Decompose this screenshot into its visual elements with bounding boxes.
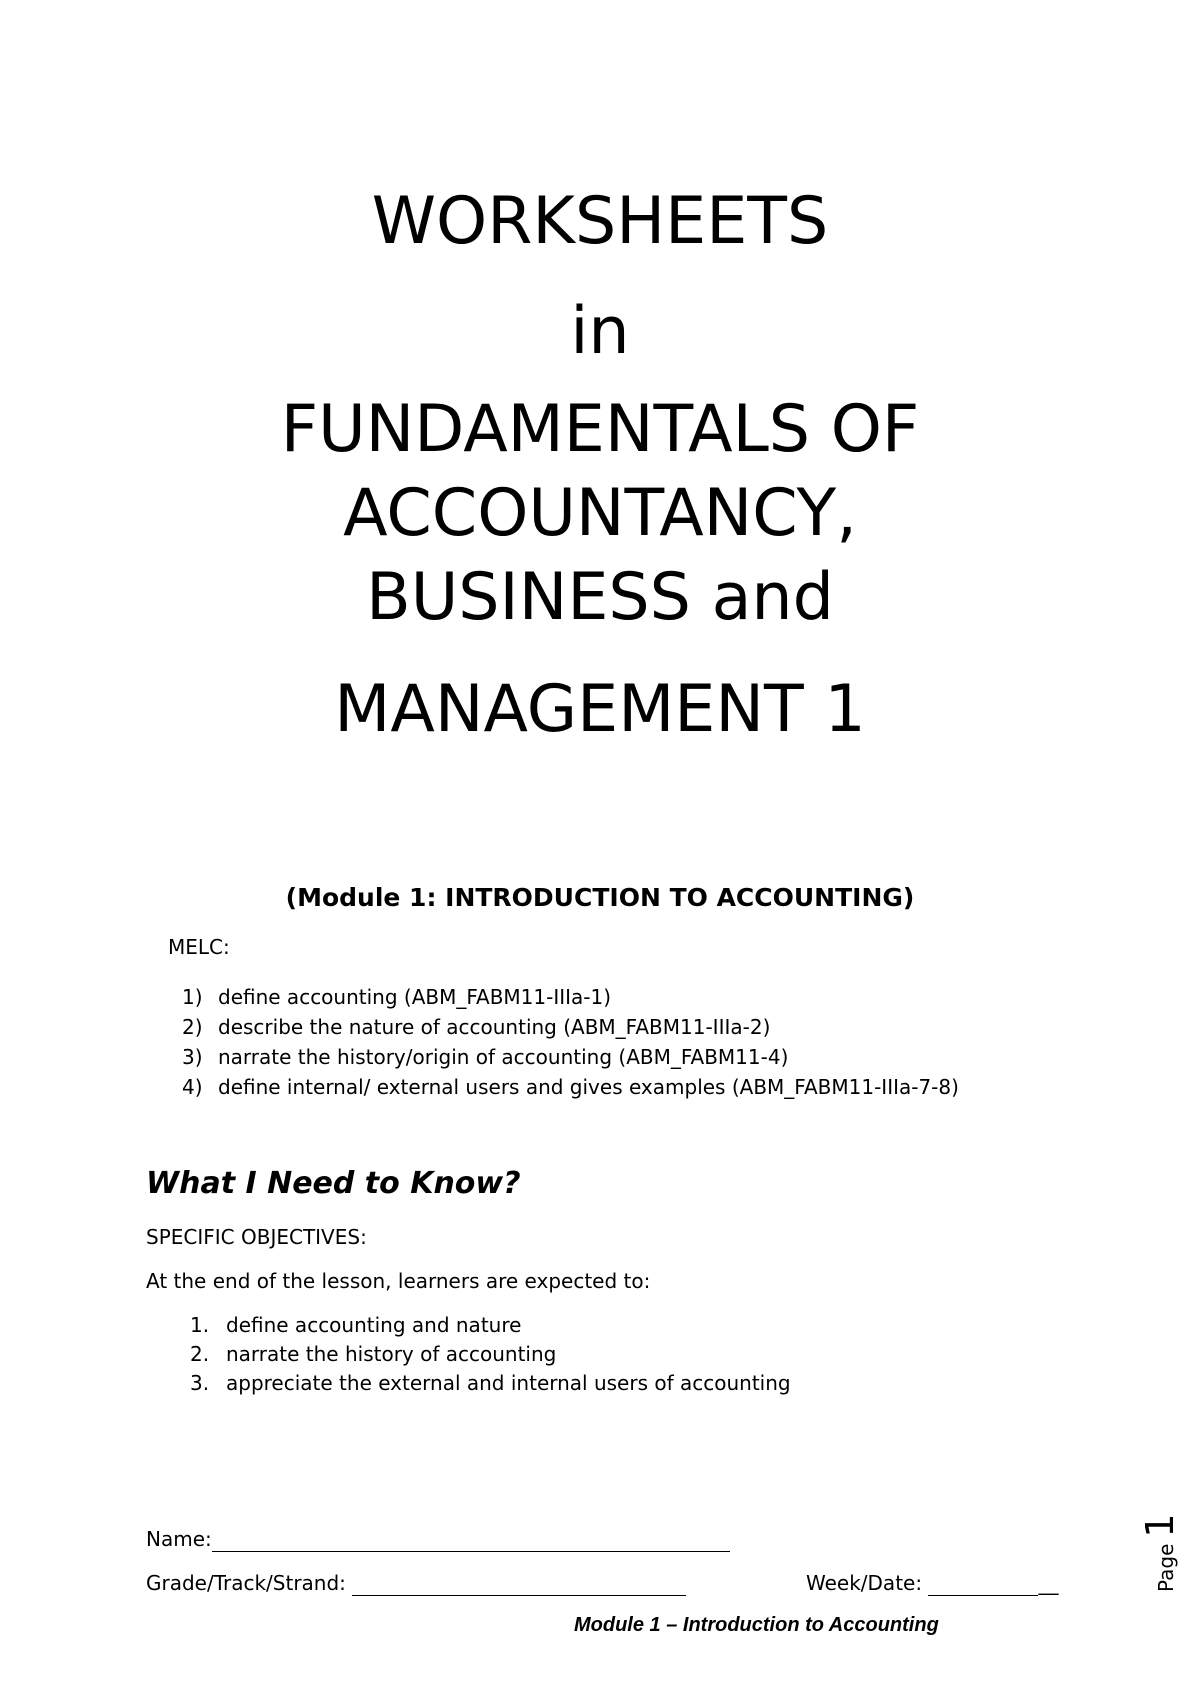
melc-item-text: narrate the history/origin of accounting (ABM_FABM11-4) [218, 1045, 789, 1069]
week-date-blank-line [928, 1573, 1038, 1596]
melc-item-text: define internal/ external users and gives examples (ABM_FABM11-IIIa-7-8) [218, 1075, 959, 1099]
melc-item [182, 1012, 959, 1042]
grade-blank-line [352, 1573, 686, 1596]
melc-item-number: 4) [182, 1075, 203, 1099]
footer-module-title: Module 1 – Introduction to Accounting [574, 1614, 939, 1636]
objective-number: 2. [190, 1342, 210, 1366]
name-blank-line [212, 1529, 730, 1552]
page-number: 1 [1138, 1513, 1182, 1538]
melc-item-number: 1) [182, 985, 203, 1009]
page-number-label [1120, 1500, 1200, 1660]
grade-field-row [146, 1570, 686, 1596]
document-title [0, 180, 1200, 752]
name-field-row [146, 1526, 730, 1552]
objective-item [190, 1340, 791, 1369]
title-line-in: in [570, 294, 630, 369]
title-line-worksheets: WORKSHEETS [371, 184, 829, 259]
page-number-rotated [1140, 1513, 1180, 1592]
section-heading-what-i-need-to-know: What I Need to Know? [146, 1166, 521, 1201]
melc-label: MELC: [168, 935, 230, 959]
objective-text: narrate the history of accounting [226, 1342, 557, 1366]
specific-objectives-label: SPECIFIC OBJECTIVES: [146, 1225, 367, 1249]
objective-number: 1. [190, 1313, 210, 1337]
title-line-management: MANAGEMENT 1 [334, 672, 866, 747]
objective-text: appreciate the external and internal users of accounting [226, 1371, 791, 1395]
module-heading: (Module 1: INTRODUCTION TO ACCOUNTING) [285, 883, 915, 912]
melc-item-text: describe the nature of accounting (ABM_FABM11-IIIa-2) [218, 1015, 771, 1039]
melc-item-number: 3) [182, 1045, 203, 1069]
melc-item [182, 1072, 959, 1102]
objectives-intro: At the end of the lesson, learners are expected to: [146, 1269, 651, 1293]
objective-text: define accounting and nature [226, 1313, 522, 1337]
objective-number: 3. [190, 1371, 210, 1395]
title-line-fundamentals: FUNDAMENTALS OF [280, 392, 920, 467]
page-word: Page [1154, 1543, 1178, 1592]
melc-item-number: 2) [182, 1015, 203, 1039]
name-label: Name: [146, 1527, 212, 1551]
objective-item [190, 1369, 791, 1398]
objective-item [190, 1311, 791, 1340]
title-line-accountancy: ACCOUNTANCY, [343, 476, 857, 551]
week-date-suffix: __ [1038, 1571, 1059, 1595]
melc-item [182, 1042, 959, 1072]
grade-track-strand-label: Grade/Track/Strand: [146, 1571, 353, 1595]
melc-item-text: define accounting (ABM_FABM11-IIIa-1) [218, 985, 612, 1009]
week-date-field-row [806, 1570, 1058, 1596]
week-date-label: Week/Date: [806, 1571, 929, 1595]
melc-item [182, 982, 959, 1012]
objectives-list [190, 1311, 791, 1398]
melc-list [182, 982, 959, 1102]
title-line-business: BUSINESS and [366, 560, 834, 635]
